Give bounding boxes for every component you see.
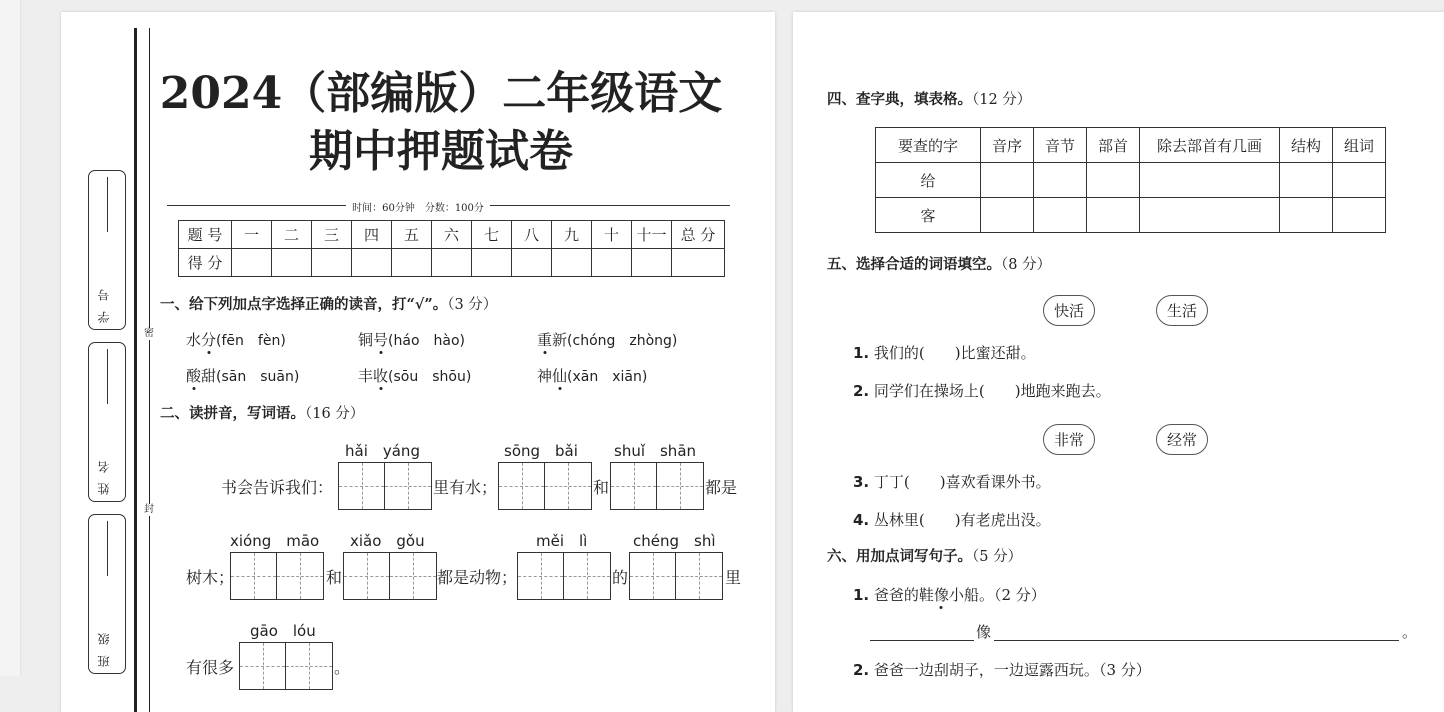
writing-grid-chengshi[interactable]: [629, 552, 723, 600]
item-text: 同学们在操场上( )地跑来跑去。: [873, 382, 1111, 400]
dict-fill-cell[interactable]: [1087, 163, 1140, 198]
pinyin-options[interactable]: (sōu shōu): [388, 369, 472, 385]
item-text: 水: [186, 331, 202, 349]
dict-fill-cell[interactable]: [981, 163, 1034, 198]
student-id-box: [88, 170, 126, 330]
sentence-text: 和: [326, 568, 343, 587]
pinyin-label: hǎi yáng: [345, 442, 420, 460]
pinyin-label: sōng bǎi: [504, 442, 578, 460]
dict-char-cell: 给: [876, 163, 981, 198]
item-text: 甜: [201, 367, 217, 385]
section1-points: （3 分）: [447, 297, 498, 313]
dict-header-cell: 结构: [1280, 128, 1333, 163]
exam-title-line1: 2024（部编版）二年级语文: [159, 68, 723, 119]
writing-cell[interactable]: [545, 463, 591, 509]
item-text: 爸爸一边刮胡子，一边逗露西玩。: [873, 661, 1099, 679]
item-text: 丰: [358, 367, 374, 385]
score-table-score-row: [179, 249, 725, 277]
dict-char-cell: 客: [876, 198, 981, 233]
score-header-cell: 一: [232, 221, 272, 249]
fill-word: 像: [976, 623, 992, 641]
answer-blank[interactable]: [870, 640, 974, 641]
section2-title-text: 二、读拼音，写词语。: [160, 405, 305, 422]
writing-cell[interactable]: [344, 553, 390, 599]
document-page-1: [61, 12, 775, 712]
binding-line-thin: [149, 28, 150, 712]
pinyin-options[interactable]: (háo hào): [388, 333, 465, 349]
section2-points: （16 分）: [305, 406, 365, 422]
score-header-cell: 九: [552, 221, 592, 249]
sentence-text: 。: [334, 658, 351, 677]
word-choice-cloud: 经常: [1156, 424, 1208, 455]
item-text: 丁丁( )喜欢看课外书。: [873, 473, 1051, 491]
writing-cell[interactable]: [286, 643, 332, 689]
item-text: 铜: [358, 331, 374, 349]
pronunciation-item: [537, 329, 677, 350]
sentence-text: 都是动物；: [437, 568, 518, 587]
pinyin-label: měi lì: [536, 532, 588, 550]
score-cell[interactable]: [472, 249, 512, 277]
answer-blank[interactable]: [994, 640, 1399, 641]
score-cell[interactable]: [312, 249, 352, 277]
exam-title-line2: 期中押题试卷: [309, 126, 573, 177]
item-points: （3 分）: [1098, 661, 1151, 679]
score-table: [178, 220, 725, 277]
writing-cell[interactable]: [277, 553, 323, 599]
fill-blank-item: [853, 342, 1036, 363]
section6-title: [827, 545, 1022, 566]
dict-header-cell: 要查的字: [876, 128, 981, 163]
item-number: 1.: [853, 586, 870, 604]
dict-fill-cell[interactable]: [1087, 198, 1140, 233]
fill-blank-item: [853, 509, 1051, 530]
score-cell[interactable]: [272, 249, 312, 277]
item-number: 2.: [853, 661, 870, 679]
writing-grid-xiongmao[interactable]: [230, 552, 324, 600]
score-cell[interactable]: [592, 249, 632, 277]
pronunciation-item: [358, 329, 465, 350]
dictionary-table: [875, 127, 1386, 233]
writing-grid-songbai[interactable]: [498, 462, 592, 510]
binding-word-mi: 密: [144, 328, 154, 339]
dict-header-cell: 组词: [1333, 128, 1386, 163]
time-info: [61, 199, 775, 214]
dict-header-cell: 音节: [1034, 128, 1087, 163]
writing-grid-meili[interactable]: [517, 552, 611, 600]
score-header-cell: 五: [392, 221, 432, 249]
score-header-cell: 十: [592, 221, 632, 249]
score-table-header-row: [179, 221, 725, 249]
writing-grid-haiyang[interactable]: [338, 462, 432, 510]
pinyin-options[interactable]: (xān xiān): [567, 369, 648, 385]
item-number: 1.: [853, 344, 870, 362]
item-number: 3.: [853, 473, 870, 491]
dict-header-cell: 部首: [1087, 128, 1140, 163]
student-name-line: [107, 349, 108, 404]
section6-title-text: 六、用加点词写句子。: [827, 548, 972, 565]
dict-fill-cell[interactable]: [1280, 198, 1333, 233]
score-header-cell: 四: [352, 221, 392, 249]
writing-cell[interactable]: [518, 553, 564, 599]
score-header-cell: 十一: [632, 221, 672, 249]
dotted-char: 重: [537, 331, 553, 349]
writing-cell[interactable]: [676, 553, 722, 599]
item-text: 爸爸的鞋: [873, 586, 934, 604]
writing-grid-shuishan[interactable]: [610, 462, 704, 510]
section5-title: [827, 253, 1051, 274]
dict-fill-cell[interactable]: [1333, 163, 1386, 198]
score-cell[interactable]: [672, 249, 725, 277]
pinyin-label: chéng shì: [633, 532, 716, 550]
score-header-cell: 八: [512, 221, 552, 249]
sentence-text: 的: [612, 568, 629, 587]
score-cell[interactable]: [632, 249, 672, 277]
score-header-cell: 总 分: [672, 221, 725, 249]
writing-grid-xiaogou[interactable]: [343, 552, 437, 600]
dict-fill-cell[interactable]: [1140, 163, 1280, 198]
item-text: 神: [537, 367, 553, 385]
dictionary-header-row: [876, 128, 1386, 163]
sentence-text: 树木；: [186, 568, 235, 587]
pronunciation-item: [186, 365, 299, 386]
section1-title: [160, 293, 497, 314]
sentence-end: 。: [1402, 623, 1418, 641]
dictionary-row: [876, 163, 1386, 198]
dotted-char: 收: [373, 367, 389, 385]
writing-cell[interactable]: [499, 463, 545, 509]
section6-points: （5 分）: [972, 549, 1023, 565]
score-cell[interactable]: [392, 249, 432, 277]
writing-cell[interactable]: [564, 553, 610, 599]
pinyin-options[interactable]: (sān suān): [216, 369, 300, 385]
dict-header-cell: 音序: [981, 128, 1034, 163]
sentence-item-1: [853, 584, 1046, 605]
dotted-char: 像: [933, 586, 949, 604]
section4-title-text: 四、查字典，填表格。: [827, 91, 972, 108]
time-info-text: 时间：60分钟 分数：100分: [346, 203, 490, 214]
student-class-box: [88, 514, 126, 674]
pronunciation-item: [186, 329, 286, 350]
sentence-text: 和: [593, 478, 610, 497]
dict-fill-cell[interactable]: [1034, 198, 1087, 233]
score-cell[interactable]: [432, 249, 472, 277]
section5-points: （8 分）: [1001, 257, 1052, 273]
sentence-text: 都是: [705, 478, 738, 497]
item-points: （2 分）: [993, 586, 1046, 604]
student-id-label: 学号: [97, 279, 111, 323]
sentence-item-2: [853, 659, 1151, 680]
student-name-label: 姓名: [97, 451, 111, 495]
dict-fill-cell[interactable]: [981, 198, 1034, 233]
item-text: 小船。: [948, 586, 994, 604]
dotted-char: 分: [201, 331, 217, 349]
score-cell[interactable]: [512, 249, 552, 277]
section5-title-text: 五、选择合适的词语填空。: [827, 256, 1001, 273]
dict-fill-cell[interactable]: [1280, 163, 1333, 198]
score-row-label: 得 分: [179, 249, 232, 277]
fill-blank-item: [853, 471, 1051, 492]
score-cell[interactable]: [232, 249, 272, 277]
item-text: 丛林里( )有老虎出没。: [873, 511, 1051, 529]
score-header-cell: 题 号: [179, 221, 232, 249]
section4-title: [827, 88, 1031, 109]
writing-cell[interactable]: [630, 553, 676, 599]
section4-points: （12 分）: [972, 92, 1032, 108]
writing-cell[interactable]: [231, 553, 277, 599]
sentence-text: 里: [725, 568, 742, 587]
score-header-cell: 七: [472, 221, 512, 249]
dict-fill-cell[interactable]: [1034, 163, 1087, 198]
binding-line-thick: [134, 28, 137, 712]
score-header-cell: 三: [312, 221, 352, 249]
writing-grid-gaolou[interactable]: [239, 642, 333, 690]
pinyin-label: xióng māo: [230, 532, 320, 550]
writing-cell[interactable]: [390, 553, 436, 599]
fill-blank-item: [853, 380, 1111, 401]
pinyin-label: gāo lóu: [250, 622, 316, 640]
student-class-label: 班级: [97, 623, 111, 667]
document-page-2: [793, 12, 1444, 712]
viewer-side-strip: [0, 0, 21, 676]
writing-cell[interactable]: [385, 463, 431, 509]
sentence-text: 有很多: [186, 658, 235, 677]
pinyin-options[interactable]: (fēn fèn): [216, 333, 286, 349]
pinyin-options[interactable]: (chóng zhòng): [567, 333, 678, 349]
student-name-box: [88, 342, 126, 502]
item-text: 我们的( )比蜜还甜。: [873, 344, 1036, 362]
item-number: 2.: [853, 382, 870, 400]
section2-title: [160, 402, 364, 423]
pronunciation-item: [537, 365, 647, 386]
dictionary-row: [876, 198, 1386, 233]
pinyin-label: shuǐ shān: [614, 442, 697, 460]
word-choice-cloud: 快活: [1043, 295, 1095, 326]
word-choice-cloud: 非常: [1043, 424, 1095, 455]
dotted-char: 酸: [186, 367, 202, 385]
score-cell[interactable]: [352, 249, 392, 277]
dotted-char: 号: [373, 331, 389, 349]
writing-cell[interactable]: [339, 463, 385, 509]
pronunciation-item: [358, 365, 471, 386]
writing-cell[interactable]: [240, 643, 286, 689]
section1-title-text: 一、给下列加点字选择正确的读音，打“√”。: [160, 296, 448, 313]
writing-cell[interactable]: [611, 463, 657, 509]
score-header-cell: 六: [432, 221, 472, 249]
writing-cell[interactable]: [657, 463, 703, 509]
dict-fill-cell[interactable]: [1333, 198, 1386, 233]
sentence-text: 里有水；: [433, 478, 498, 497]
dict-fill-cell[interactable]: [1140, 198, 1280, 233]
score-cell[interactable]: [552, 249, 592, 277]
item-number: 4.: [853, 511, 870, 529]
student-class-line: [107, 521, 108, 576]
score-header-cell: 二: [272, 221, 312, 249]
dotted-char: 仙: [552, 367, 568, 385]
binding-word-feng: 封: [144, 504, 154, 515]
dict-header-cell: 除去部首有几画: [1140, 128, 1280, 163]
item-text: 新: [552, 331, 568, 349]
word-choice-cloud: 生活: [1156, 295, 1208, 326]
sentence-text: 书会告诉我们：: [221, 478, 334, 497]
pinyin-label: xiǎo gǒu: [350, 532, 425, 550]
